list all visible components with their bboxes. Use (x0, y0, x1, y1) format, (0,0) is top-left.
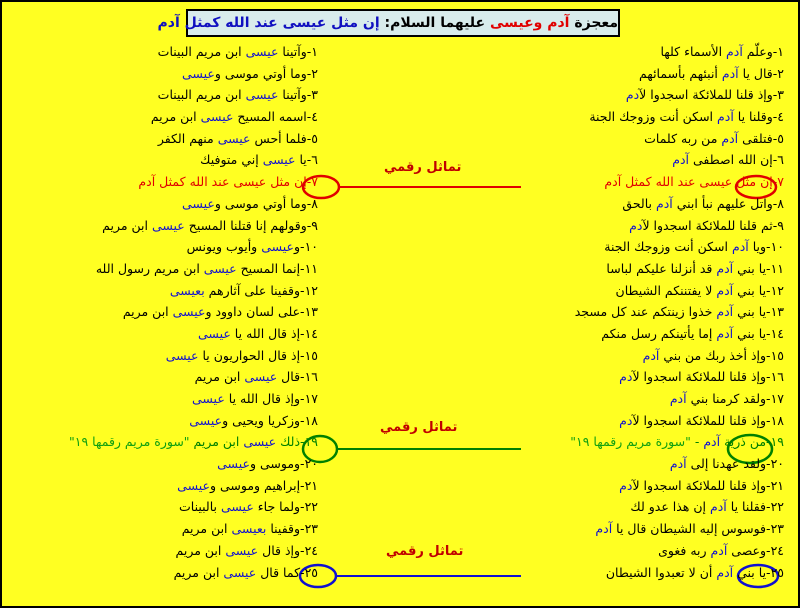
verse-number: ٢٢- (300, 499, 318, 515)
verse-text: فتلقى آدم من ربه كلمات (644, 130, 773, 146)
title-part-1: معجزة (569, 15, 618, 31)
keyword-highlight: عيسى (177, 477, 210, 493)
verse-text: ذلك عيسى ابن مريم "سورة مريم رقمها ١٩" (68, 434, 301, 450)
isa-verse-17 (18, 388, 318, 410)
verse-number: ٢٥- (766, 564, 784, 580)
verse-text: إن مثل عيسى عند الله كمثل آدم (604, 174, 773, 190)
verse-text: على لسان داوود وعيسى ابن مريم (122, 304, 301, 320)
verse-text: وقفينا بعيسى ابن مريم (181, 521, 301, 537)
keyword-highlight: عيسى (220, 499, 254, 515)
verse-text: وقلنا يا آدم اسكن أنت وزوجك الجنة (589, 109, 773, 125)
keyword-highlight: عيسى (217, 456, 250, 472)
verse-number: ٢١- (300, 477, 318, 493)
verse-text: يا بني آدم إما يأتينكم رسل منكم (601, 325, 767, 341)
keyword-highlight: عيسى (182, 195, 215, 211)
adam-verse-22 (484, 496, 784, 518)
verse-number: ٢٤- (766, 542, 784, 558)
verse-number: ٢٥- (300, 564, 318, 580)
isa-verse-15 (18, 345, 318, 367)
keyword-highlight: آدم (710, 499, 727, 515)
verse-number: ١٨- (300, 412, 318, 428)
verse-text: ولقد كرمنا بني آدم (669, 391, 767, 406)
keyword-highlight: آدم (717, 109, 734, 125)
verse-number: ٦- (772, 152, 784, 168)
verse-text: ثم قلنا للملائكة اسجدوا لآدم (629, 217, 773, 233)
isa-verse-13 (18, 301, 318, 323)
verse-number: ٤- (772, 109, 784, 125)
verse-number: ٨- (306, 195, 318, 211)
verse-text: يا بني آدم خذوا زينتكم عند كل مسجد (574, 304, 767, 320)
adam-verse-17 (484, 388, 784, 410)
verse-text: وإذ قال عيسى ابن مريم (175, 542, 301, 558)
keyword-highlight: عيسى (225, 542, 259, 558)
keyword-highlight: آدم (716, 304, 734, 320)
verse-text: يا بني آدم أن لا تعبدوا الشيطان (605, 564, 767, 580)
verse-number: ١٦- (300, 369, 318, 385)
keyword-highlight: آدم (625, 87, 640, 103)
verse-number: ١٤- (300, 325, 318, 341)
adam-verse-20 (484, 453, 784, 475)
keyword-highlight: آدم (716, 564, 734, 580)
isa-verse-18 (18, 410, 318, 432)
isa-verses-column (18, 41, 318, 583)
verse-text: وزكريا ويحيى وعيسى (189, 412, 301, 428)
verse-text: إن الله اصطفى آدم (672, 152, 773, 168)
surah-note: "سورة مريم رقمها ١٩" (68, 434, 190, 450)
verse-text: ويا آدم اسكن أنت وزوجك الجنة (604, 239, 767, 255)
isa-verse-4 (18, 106, 318, 128)
verse-number: ٢١- (766, 477, 784, 493)
verse-text: إبراهيم وموسى وعيسى (177, 477, 301, 493)
title-part-2: آدم وعيسى (489, 15, 570, 31)
verse-text: يا بني آدم لا يفتننكم الشيطان (615, 282, 767, 298)
verse-number: ١٩- (766, 434, 784, 450)
keyword-highlight: آدم (629, 217, 643, 233)
verse-text: وإذ قلنا للملائكة اسجدوا لآدم (619, 369, 767, 385)
isa-verse-8 (18, 193, 318, 215)
keyword-highlight: عيسى (198, 325, 231, 341)
keyword-highlight: عيسى (172, 304, 206, 320)
adam-verse-25 (484, 562, 784, 584)
verse-text: إن مثل عيسى عند الله كمثل آدم (138, 174, 307, 190)
verse-text: اسمه المسيح عيسى ابن مريم (150, 109, 307, 125)
keyword-highlight: آدم (721, 130, 739, 146)
keyword-highlight: عيسى (217, 130, 251, 146)
title-part-3: عليهما السلام: (379, 15, 490, 31)
isa-verse-23 (18, 518, 318, 540)
adam-verse-6 (484, 149, 784, 171)
verse-text: وإذ قلنا للملائكة اسجدوا لآدم (619, 412, 767, 428)
keyword-highlight: عيسى (191, 391, 225, 406)
verse-number: ١٣- (766, 304, 784, 320)
keyword-highlight: عيسى (243, 434, 277, 450)
keyword-highlight: عيسى (245, 87, 279, 103)
isa-verse-24 (18, 540, 318, 562)
adam-verse-15 (484, 345, 784, 367)
verse-number: ١٥- (300, 347, 318, 363)
verse-number: ١١- (300, 260, 318, 276)
verse-number: ٩- (306, 217, 318, 233)
verse-text: وآتينا عيسى ابن مريم البينات (157, 87, 307, 103)
verse-number: ٨- (772, 195, 784, 211)
keyword-highlight: آدم (721, 65, 739, 81)
isa-verse-22 (18, 496, 318, 518)
adam-verse-12 (484, 280, 784, 302)
keyword-highlight: آدم (716, 282, 734, 298)
keyword-highlight: آدم (619, 412, 633, 428)
keyword-highlight: آدم (619, 369, 633, 385)
adam-verse-7 (484, 171, 784, 193)
title-part-4: إن مثل عيسى عند الله كمثل آدم (157, 15, 380, 31)
verse-text: فلما أحس عيسى منهم الكفر (157, 130, 307, 146)
verse-text: وعيسى وأيوب ويونس (186, 239, 301, 255)
verse-text: وإذ أخذ ربك من بني آدم (642, 347, 767, 363)
verse-number: ٥- (306, 130, 318, 146)
verse-text: ولما جاء عيسى بالبينات (179, 499, 301, 515)
keyword-highlight: آدم (669, 456, 687, 472)
surah-note: "سورة مريم رقمها ١٩" (570, 434, 691, 450)
verse-number: ١٧- (300, 391, 318, 406)
verse-number: ٢٠- (300, 456, 318, 472)
verse-text: قال يا آدم أنبئهم بأسمائهم (638, 65, 773, 81)
adam-verse-14 (484, 323, 784, 345)
verse-number: ٢٣- (766, 521, 784, 537)
verse-text: وقفينا على آثارهم بعيسى (169, 282, 301, 298)
keyword-highlight: بعيسى (231, 521, 267, 537)
keyword-highlight: عيسى (203, 260, 237, 276)
verse-number: ١٥- (766, 347, 784, 363)
verse-text: يا عيسى إني متوفيك (200, 152, 307, 168)
keyword-highlight: بعيسى (169, 282, 205, 298)
keyword-highlight: آدم (619, 477, 633, 493)
verse-number: ٢٣- (300, 521, 318, 537)
adam-verse-13 (484, 301, 784, 323)
keyword-highlight: عيسى (151, 217, 185, 233)
verse-text: كما قال عيسى ابن مريم (173, 564, 301, 580)
adam-verse-10 (484, 236, 784, 258)
isa-verse-7 (18, 171, 318, 193)
verse-text: وعصى آدم ربه فغوى (658, 542, 767, 558)
verse-number: ١- (772, 44, 784, 59)
keyword-highlight: آدم (716, 325, 734, 341)
verse-number: ١٤- (766, 325, 784, 341)
verse-number: ٩- (772, 217, 784, 233)
verse-number: ٧- (306, 174, 318, 190)
verse-number: ٣- (306, 87, 318, 103)
keyword-highlight: عيسى (200, 109, 234, 125)
keyword-highlight: عيسى (223, 564, 257, 580)
adam-verse-23 (484, 518, 784, 540)
verse-number: ٢- (772, 65, 784, 81)
isa-verse-9 (18, 215, 318, 237)
verse-number: ١٢- (300, 282, 318, 298)
keyword-highlight: عيسى (261, 239, 294, 255)
adam-verse-3 (484, 84, 784, 106)
verse-text: يا بني آدم قد أنزلنا عليكم لباسا (606, 260, 767, 276)
verse-number: ٢- (306, 65, 318, 81)
verse-number: ٢٢- (766, 499, 784, 515)
verse-number: ١- (306, 44, 318, 59)
verse-number: ١٧- (766, 391, 784, 406)
isa-verse-10 (18, 236, 318, 258)
keyword-highlight: آدم (595, 521, 613, 537)
keyword-highlight: عيسى (189, 412, 223, 428)
verse-text: إذ قال الحواريون يا عيسى (165, 347, 301, 363)
isa-verse-20 (18, 453, 318, 475)
verse-text: وإذ قلنا للملائكة اسجدوا لآدم (625, 87, 773, 103)
adam-verse-19 (484, 431, 784, 453)
verse-text: وآتينا عيسى ابن مريم البينات (157, 44, 307, 59)
adam-verse-11 (484, 258, 784, 280)
isa-verse-11 (18, 258, 318, 280)
similarity-label-25: تماثل رقمي (386, 544, 464, 559)
keyword-highlight: عيسى (244, 369, 278, 385)
verse-number: ١٣- (300, 304, 318, 320)
isa-verse-25 (18, 562, 318, 584)
adam-verse-16 (484, 366, 784, 388)
verse-text: وموسى وعيسى (217, 456, 301, 472)
verse-text: وإذ قال الله يا عيسى (191, 391, 301, 406)
verse-number: ١٨- (766, 412, 784, 428)
verse-number: ٧- (772, 174, 784, 190)
adam-verse-21 (484, 475, 784, 497)
verse-text: إذ قال الله يا عيسى (198, 325, 301, 341)
verse-number: ١٦- (766, 369, 784, 385)
keyword-highlight: آدم (716, 260, 734, 276)
isa-verse-19 (18, 431, 318, 453)
verse-number: ٥- (772, 130, 784, 146)
verse-text: وما أوتي موسى وعيسى (182, 195, 307, 211)
verse-text: واتل عليهم نبأ ابني آدم بالحق (622, 195, 773, 211)
adam-verse-18 (484, 410, 784, 432)
keyword-highlight: آدم (726, 44, 743, 59)
adam-verses-column (484, 41, 784, 583)
isa-verse-1 (18, 41, 318, 63)
adam-verse-4 (484, 106, 784, 128)
verse-text: فقلنا يا آدم إن هذا عدو لك (630, 499, 767, 515)
keyword-highlight: آدم (669, 391, 687, 406)
adam-verse-5 (484, 128, 784, 150)
keyword-highlight: آدم (703, 434, 721, 450)
keyword-highlight: آدم (655, 195, 673, 211)
verse-number: ٦- (306, 152, 318, 168)
adam-verse-1 (484, 41, 784, 63)
verse-text: من ذرية آدم - "سورة مريم رقمها ١٩" (570, 434, 767, 450)
adam-verse-9 (484, 215, 784, 237)
verse-text: وإذ قلنا للملائكة اسجدوا لآدم (619, 477, 767, 493)
similarity-label-7: تماثل رقمي (384, 160, 462, 175)
verse-text: قال عيسى ابن مريم (194, 369, 301, 385)
verse-number: ٣- (772, 87, 784, 103)
isa-verse-14 (18, 323, 318, 345)
isa-verse-21 (18, 475, 318, 497)
verse-number: ٢٤- (300, 542, 318, 558)
adam-verse-8 (484, 193, 784, 215)
verse-text: ولقد عهدنا إلى آدم (669, 456, 767, 472)
verse-number: ١١- (766, 260, 784, 276)
keyword-highlight: عيسى (262, 152, 296, 168)
verse-number: ١٢- (766, 282, 784, 298)
verse-text: وما أوتي موسى وعيسى (182, 65, 307, 81)
adam-verse-2 (484, 63, 784, 85)
keyword-highlight: آدم (642, 347, 660, 363)
verse-text: وعلّم آدم الأسماء كلها (660, 44, 773, 59)
verse-number: ١٠- (766, 239, 784, 255)
verse-number: ١٠- (300, 239, 318, 255)
isa-verse-2 (18, 63, 318, 85)
verse-text: فوسوس إليه الشيطان قال يا آدم (595, 521, 767, 537)
verse-text: وقولهم إنا قتلنا المسيح عيسى ابن مريم (102, 217, 307, 233)
isa-verse-5 (18, 128, 318, 150)
similarity-label-19: تماثل رقمي (380, 420, 458, 435)
adam-verse-24 (484, 540, 784, 562)
verse-number: ٢٠- (766, 456, 784, 472)
keyword-highlight: عيسى (245, 44, 279, 59)
isa-verse-3 (18, 84, 318, 106)
verse-number: ١٩- (300, 434, 318, 450)
keyword-highlight: عيسى (182, 65, 215, 81)
keyword-highlight: آدم (731, 239, 749, 255)
isa-verse-16 (18, 366, 318, 388)
keyword-highlight: آدم (710, 542, 728, 558)
isa-verse-6 (18, 149, 318, 171)
isa-verse-12 (18, 280, 318, 302)
keyword-highlight: آدم (672, 152, 689, 168)
verse-text: إنما المسيح عيسى ابن مريم رسول الله (95, 260, 301, 276)
keyword-highlight: عيسى (165, 347, 199, 363)
verse-number: ٤- (306, 109, 318, 125)
